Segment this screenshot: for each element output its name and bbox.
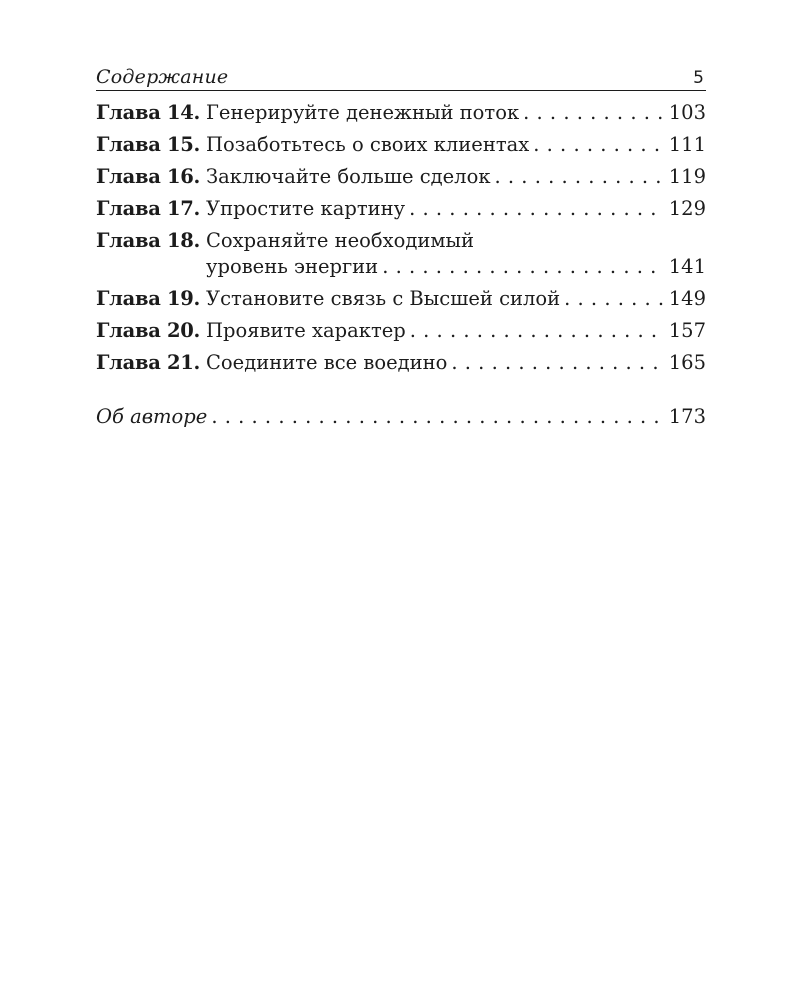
- running-header: [96, 60, 706, 91]
- toc-entry-chapter-21[interactable]: [96, 347, 706, 379]
- chapter-label: Глава 19.: [96, 287, 201, 310]
- toc-entry-chapter-15[interactable]: [96, 129, 706, 161]
- chapter-page-number: 149: [668, 287, 706, 310]
- chapter-title: Установите связь с Высшей силой: [206, 287, 561, 310]
- dot-leader: [451, 347, 662, 379]
- header-page-number: 5: [693, 68, 704, 88]
- toc-entry-chapter-16[interactable]: [96, 161, 706, 193]
- chapter-page-number: 157: [668, 319, 706, 342]
- chapter-title: Проявите характер: [206, 319, 406, 342]
- chapter-label: Глава 14.: [96, 101, 201, 124]
- chapter-label: Глава 15.: [96, 133, 201, 156]
- about-author-page-number: 173: [668, 405, 706, 428]
- chapter-label: Глава 21.: [96, 351, 201, 374]
- dot-leader: [523, 97, 663, 129]
- toc-entry-chapter-20[interactable]: [96, 315, 706, 347]
- chapter-page-number: 129: [668, 197, 706, 220]
- chapter-title: Сохраняйте необходимый: [206, 229, 475, 252]
- toc-entry-chapter-18[interactable]: [96, 225, 706, 283]
- chapter-label: Глава 17.: [96, 197, 201, 220]
- toc-entry-chapter-17[interactable]: [96, 193, 706, 225]
- dot-leader: [564, 283, 663, 315]
- running-title: Содержание: [96, 66, 229, 88]
- chapter-page-number: 111: [668, 133, 706, 156]
- chapter-page-number: 103: [668, 101, 706, 124]
- dot-leader: [410, 315, 663, 347]
- chapter-label: Глава 16.: [96, 165, 201, 188]
- chapter-label: Глава 20.: [96, 319, 201, 342]
- dot-leader: [495, 161, 663, 193]
- toc-entry-about-author[interactable]: [96, 401, 706, 433]
- table-of-contents: [96, 97, 706, 433]
- chapter-page-number: 141: [668, 255, 706, 278]
- chapter-page-number: 165: [668, 351, 706, 374]
- toc-entry-chapter-19[interactable]: [96, 283, 706, 315]
- chapter-title: Генерируйте денежный поток: [206, 101, 520, 124]
- chapter-title-continuation: уровень энергии: [206, 255, 379, 278]
- toc-entry-chapter-14[interactable]: [96, 97, 706, 129]
- chapter-title: Упростите картину: [206, 197, 406, 220]
- dot-leader: [211, 401, 662, 433]
- dot-leader: [409, 193, 663, 225]
- dot-leader: [382, 251, 663, 283]
- document-page: [96, 60, 706, 433]
- chapter-label: Глава 18.: [96, 229, 201, 252]
- chapter-title: Позаботьтесь о своих клиентах: [206, 133, 530, 156]
- dot-leader: [533, 129, 663, 161]
- chapter-title: Соедините все воедино: [206, 351, 448, 374]
- chapter-title: Заключайте больше сделок: [206, 165, 491, 188]
- about-author-title: Об авторе: [96, 405, 208, 428]
- chapter-page-number: 119: [668, 165, 706, 188]
